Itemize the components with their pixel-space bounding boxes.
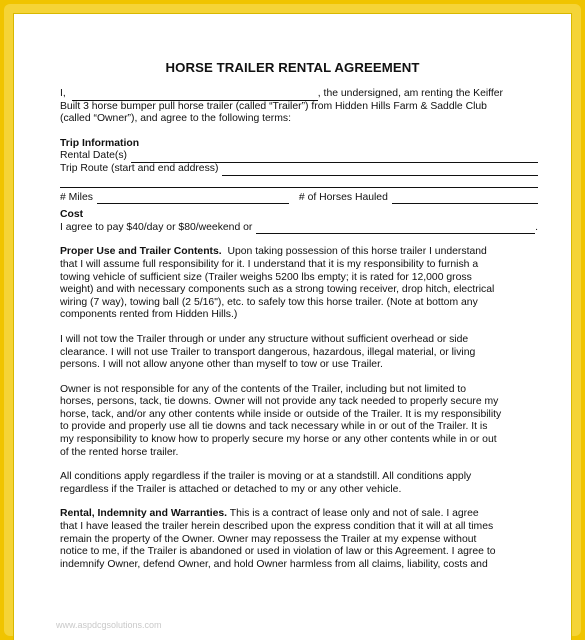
trip-route-label: Trip Route (start and end address) bbox=[60, 162, 219, 174]
owner-line-1: Owner is not responsible for any of the contents of the Trailer, including but not limited to bbox=[60, 383, 467, 395]
document-body bbox=[60, 88, 538, 571]
rental-line-4: notice to me, if the Trailer is abandoned or used in violation of law or this Agreement. I agree to bbox=[60, 546, 496, 558]
miles-horses-line bbox=[60, 192, 538, 205]
tow-line-2: clearance. I will not use Trailer to transport dangerous, hazardous, illegal material, or living bbox=[60, 346, 476, 358]
owner-line-5: my responsibility to know how to properly secure my horse or any other contents while in or out bbox=[60, 434, 497, 446]
trip-heading: Trip Information bbox=[60, 137, 140, 149]
conditions-line-1: All conditions apply regardless if the trailer is moving or at a standstill. All conditions apply bbox=[60, 471, 472, 483]
proper-use-line-6: components rented from Hidden Hills.) bbox=[60, 309, 238, 321]
intro-line-1 bbox=[60, 88, 538, 101]
owner-line-2: horses, persons, tack, tie downs. Owner will not provide any tack needed to properly secure my bbox=[60, 396, 499, 408]
proper-use-line-1: Proper Use and Trailer Contents. Upon taking possession of this horse trailer I understand bbox=[60, 246, 487, 258]
rental-dates-blank[interactable] bbox=[131, 152, 538, 163]
document-title: HORSE TRAILER RENTAL AGREEMENT bbox=[165, 60, 420, 75]
intro-rest: , the undersigned, am renting the Keiffer bbox=[317, 88, 504, 99]
rental-dates-line bbox=[60, 150, 538, 163]
rental-heading: Rental, Indemnity and Warranties. bbox=[60, 508, 228, 520]
intro-line-3: (called “Owner”), and agree to the following terms: bbox=[60, 113, 292, 125]
rental-line-3: remain the property of the Owner. Owner may repossess the Trailer at my expense without bbox=[60, 533, 477, 545]
watermark: www.aspdcgsolutions.com bbox=[56, 620, 162, 630]
tow-line-3: persons. I will not allow anyone other than myself to tow or use Trailer. bbox=[60, 359, 383, 371]
miles-blank[interactable] bbox=[97, 193, 289, 204]
proper-use-heading: Proper Use and Trailer Contents. bbox=[60, 246, 222, 258]
proper-use-line-4: weight) and with necessary components such as a strong towing receiver, drop hitch, electrical bbox=[60, 284, 495, 296]
cost-end: . bbox=[535, 221, 538, 233]
trip-route-blank-2[interactable] bbox=[60, 177, 538, 188]
miles-label: # Miles bbox=[60, 191, 93, 203]
proper-use-line-2: that I will assume full responsibility for it. I understand that it is my responsibility to furnish a bbox=[60, 258, 479, 270]
cost-text: I agree to pay $40/day or $80/weekend or bbox=[60, 221, 253, 233]
intro-line-2: Built 3 horse bumper pull horse trailer (called “Trailer”) from Hidden Hills Farm & Saddle Club bbox=[60, 100, 487, 112]
horses-blank[interactable] bbox=[392, 193, 538, 204]
rental-dates-label: Rental Date(s) bbox=[60, 150, 127, 162]
owner-line-4: to provide and properly use all tie downs and tack necessary while in or out of the Trailer. It is bbox=[60, 421, 488, 433]
proper-use-line-3: towing vehicle of sufficient size (Trailer weighs 5200 lbs empty; it is rated for 12,000 gross bbox=[60, 271, 472, 283]
trip-route-line bbox=[60, 163, 538, 176]
cost-line bbox=[60, 222, 538, 235]
tow-line-1: I will not tow the Trailer through or under any structure without sufficient overhead or side bbox=[60, 333, 469, 345]
document-page bbox=[14, 14, 571, 640]
owner-line-6: of the rented horse trailer. bbox=[60, 446, 179, 458]
rental-line-1: Rental, Indemnity and Warranties. This is a contract of lease only and not of sale. I agree bbox=[60, 508, 479, 520]
rental-line-5: indemnify Owner, defend Owner, and hold Owner harmless from all claims, liability, costs and bbox=[60, 558, 488, 570]
renter-name-blank[interactable] bbox=[72, 90, 318, 101]
cost-heading: Cost bbox=[60, 209, 84, 221]
conditions-line-2: regardless if the Trailer is attached or detached to my or any other vehicle. bbox=[60, 483, 402, 495]
owner-line-3: horse, tack, and/or any other contents while inside or outside of the Trailer. It is my responsibility bbox=[60, 408, 502, 420]
intro-prefix: I, bbox=[60, 88, 66, 99]
proper-use-line-5: wiring (7 way), towing ball (2 5/16"), etc. to safely tow this horse trailer. (Note at bottom any bbox=[60, 296, 478, 308]
horses-label: # of Horses Hauled bbox=[298, 191, 388, 203]
trip-route-line-2 bbox=[60, 176, 538, 188]
cost-blank[interactable] bbox=[256, 223, 535, 234]
rental-line-2: that I have leased the trailer herein described upon the express condition that it will at all times bbox=[60, 521, 494, 533]
trip-route-blank[interactable] bbox=[222, 165, 538, 176]
